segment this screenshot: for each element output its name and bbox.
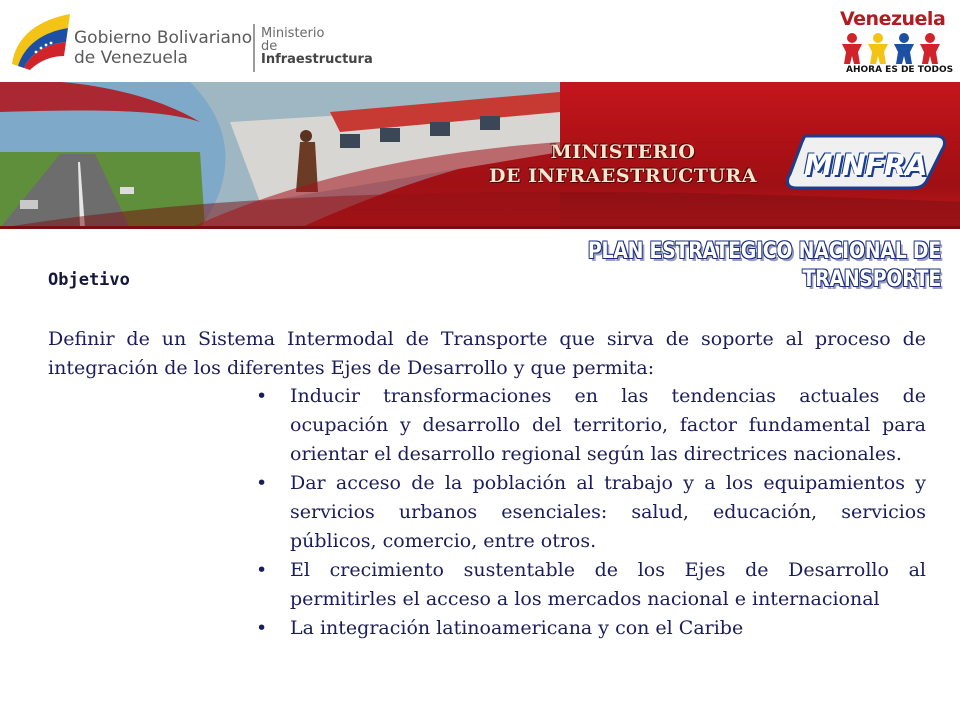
logo-title: Venezuela bbox=[840, 8, 946, 30]
list-item bbox=[252, 556, 926, 614]
objective-heading: Objetivo bbox=[48, 270, 130, 290]
bullet-icon: • bbox=[256, 559, 268, 581]
government-line-1: Gobierno Bolivariano bbox=[74, 28, 253, 48]
venezuela-flag-wing-icon bbox=[8, 6, 74, 72]
list-item-text: La integración latinoamericana y con el Caribe bbox=[290, 617, 744, 639]
list-item bbox=[252, 382, 926, 469]
ministry-line-1: Ministerio bbox=[261, 26, 325, 41]
list-item bbox=[252, 614, 926, 643]
logo-slogan: AHORA ES DE TODOS bbox=[846, 65, 954, 75]
list-item-text: El crecimiento sustentable de los Ejes de Desarrollo al permitirles el acceso a los mercados nacional e internacional bbox=[290, 559, 926, 610]
venezuela-logo bbox=[836, 4, 954, 80]
bullet-icon: • bbox=[256, 472, 268, 494]
ministry-line-2: de bbox=[261, 39, 278, 54]
bullet-icon: • bbox=[256, 617, 268, 639]
government-line-2: de Venezuela bbox=[74, 48, 188, 68]
banner-divider bbox=[0, 226, 960, 229]
ministry-name bbox=[261, 27, 373, 66]
ministry-line-3: Infraestructura bbox=[261, 52, 373, 67]
bullet-icon: • bbox=[256, 385, 268, 407]
banner bbox=[0, 82, 960, 228]
list-item-text: Inducir transformaciones en las tendencias actuales de ocupación y desarrollo del territorio, factor fundamental para orientar el desarrollo regional según las directrices nacionales. bbox=[290, 385, 926, 465]
header-divider bbox=[253, 24, 255, 72]
minfra-badge-text: MINFRA bbox=[804, 148, 927, 182]
list-item bbox=[252, 469, 926, 556]
children-figures-icon bbox=[840, 32, 950, 64]
banner-title-line-2: DE INFRAESTRUCTURA bbox=[489, 165, 757, 187]
list-item-text: Dar acceso de la población al trabajo y a los equipamientos y servicios urbanos esenciales: salud, educación, servicios públicos, comercio, entre otros. bbox=[290, 472, 926, 552]
objective-intro: Definir de un Sistema Intermodal de Transporte que sirva de soporte al proceso de integración de los diferentes Ejes de Desarrollo y que permita: bbox=[48, 328, 926, 379]
header-bar bbox=[0, 0, 960, 82]
objective-bullet-list bbox=[252, 382, 926, 643]
banner-title bbox=[468, 140, 778, 188]
plan-title: PLAN ESTRATEGICO NACIONAL DE TRANSPORTE bbox=[587, 239, 941, 292]
banner-title-line-1: MINISTERIO bbox=[550, 141, 696, 163]
government-name bbox=[74, 28, 252, 68]
